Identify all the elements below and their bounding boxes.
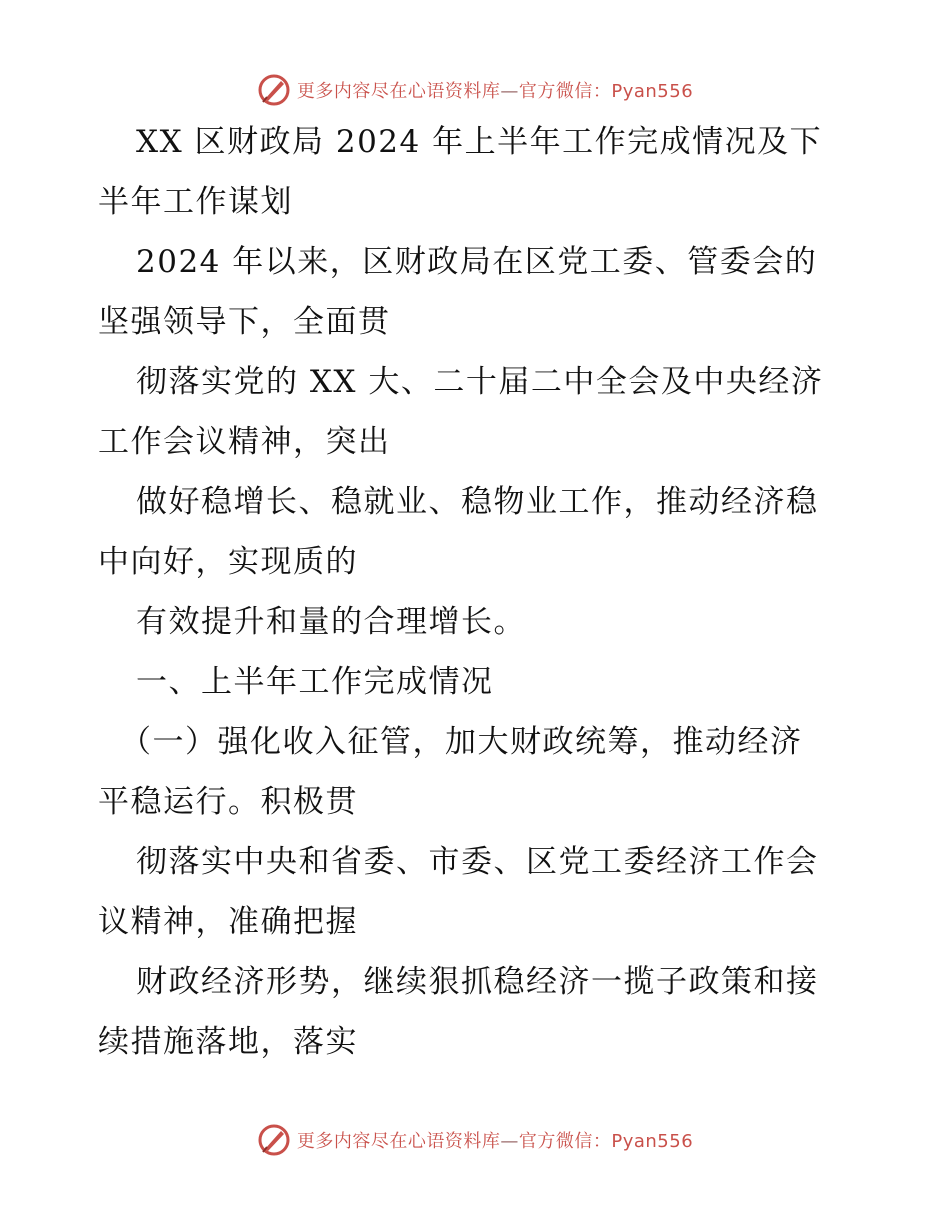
wechat-text: 官方微信：Pyan556 [518, 81, 694, 102]
paragraph-line: 有效提升和量的合理增长。 [136, 604, 526, 640]
banner-text [297, 77, 693, 103]
section-heading: 一、上半年工作完成情况 [136, 664, 494, 700]
doc-title-line-1: XX 区财政局 2024 年上半年工作完成情况及下 [136, 124, 823, 160]
paragraph-line: 财政经济形势，继续狠抓稳经济一揽子政策和接 [136, 964, 819, 1000]
footer-watermark-banner [0, 1120, 950, 1160]
quill-pen-logo-icon [257, 1123, 291, 1157]
paragraph-line: 续措施落地，落实 [98, 1024, 358, 1060]
paragraph-line: 做好稳增长、稳就业、稳物业工作，推动经济稳 [136, 484, 819, 520]
paragraph-line: 彻落实党的 XX 大、二十届二中全会及中央经济 [136, 364, 824, 400]
paragraph-line: 彻落实中央和省委、市委、区党工委经济工作会 [136, 844, 819, 880]
site-name-text: 更多内容尽在心语资料库 [296, 81, 501, 102]
paragraph-line: 平稳运行。积极贯 [98, 784, 358, 820]
paragraph-line: 工作会议精神，突出 [98, 424, 391, 460]
quill-pen-logo-icon [257, 73, 291, 107]
paragraph-line: 2024 年以来，区财政局在区党工委、管委会的 [136, 244, 818, 280]
banner-dash: — [500, 1131, 519, 1152]
paragraph-line: 坚强领导下，全面贯 [98, 304, 391, 340]
doc-title-line-2: 半年工作谋划 [98, 184, 293, 220]
header-watermark-banner [0, 70, 950, 110]
subsection-heading-line: （一）强化收入征管，加大财政统筹，推动经济 [120, 724, 803, 760]
banner-dash: — [500, 81, 519, 102]
site-name-text: 更多内容尽在心语资料库 [296, 1131, 501, 1152]
banner-text [297, 1127, 693, 1153]
paragraph-line: 议精神，准确把握 [98, 904, 358, 940]
wechat-text: 官方微信：Pyan556 [518, 1131, 694, 1152]
paragraph-line: 中向好，实现质的 [98, 544, 358, 580]
